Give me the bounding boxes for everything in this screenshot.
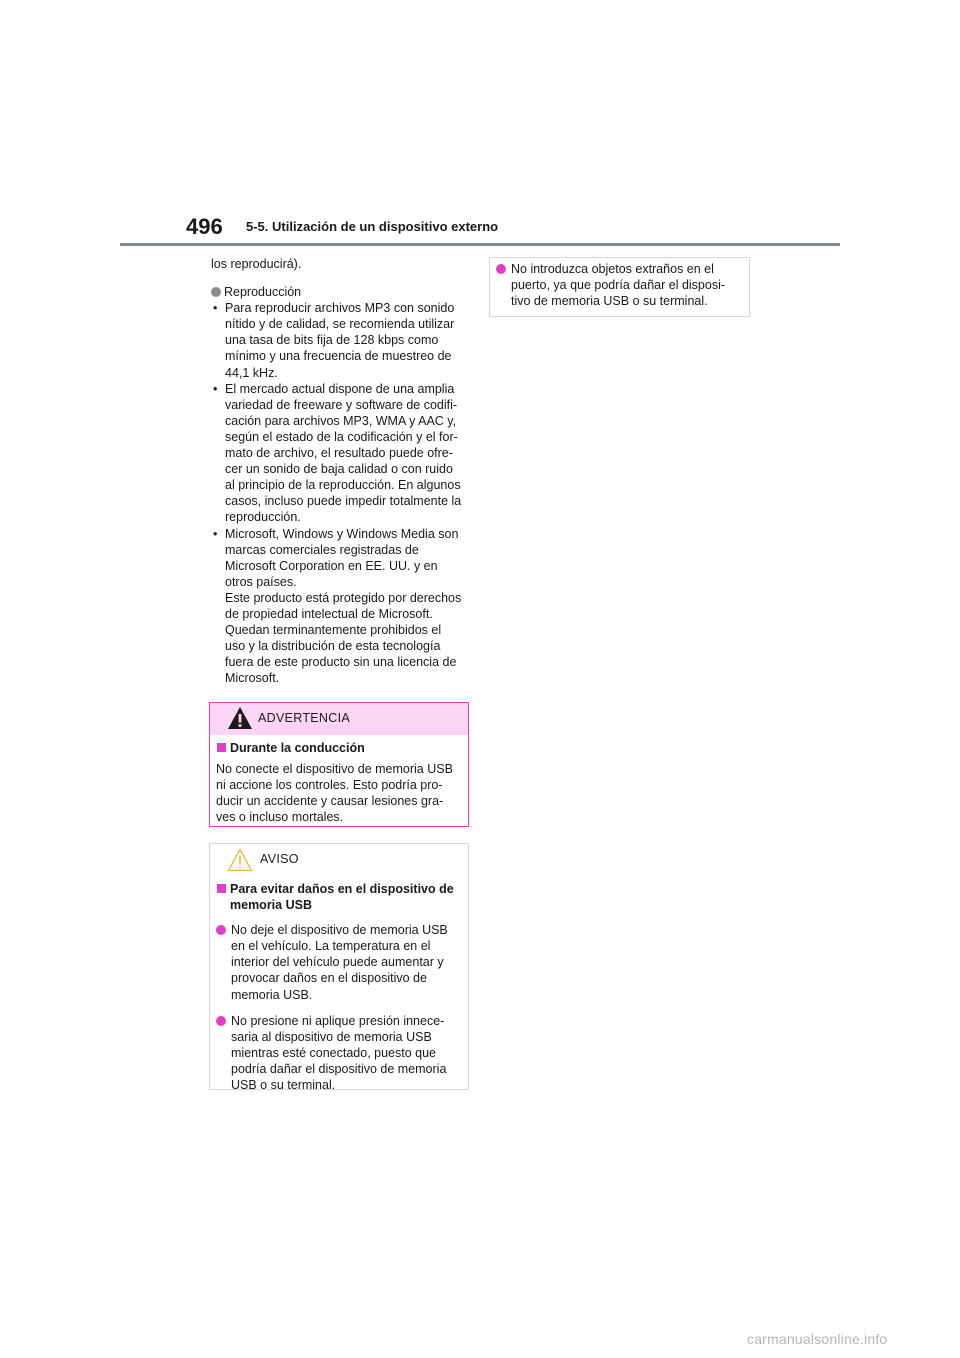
bullet-dot-icon: • bbox=[213, 301, 218, 316]
list-item bbox=[496, 261, 743, 309]
text-line: de propiedad intelectual de Microsoft. bbox=[225, 606, 433, 621]
caution-triangle-outline-icon bbox=[227, 848, 253, 872]
list-item bbox=[211, 381, 469, 526]
text-line: marcas comerciales registradas de bbox=[225, 542, 419, 557]
notice-continuation-box bbox=[489, 257, 750, 317]
text-line: USB o su terminal. bbox=[231, 1078, 336, 1093]
text-line: cación para archivos MP3, WMA y AAC y, bbox=[225, 413, 457, 428]
text-line: uso y la distribución de esta tecnología bbox=[225, 639, 441, 654]
text-line: mientras esté conectado, puesto que bbox=[231, 1045, 436, 1060]
bullet-dot-icon: • bbox=[213, 526, 218, 541]
pink-square-icon bbox=[217, 884, 226, 893]
warning-subheading-label: Durante la conducción bbox=[230, 741, 365, 755]
text-line: saria al dispositivo de memoria USB bbox=[231, 1029, 432, 1044]
list-item bbox=[216, 922, 462, 1002]
text-line: ves o incluso mortales. bbox=[216, 810, 344, 825]
text-line: en el vehículo. La temperatura en el bbox=[231, 939, 431, 954]
text-line: tivo de memoria USB o su terminal. bbox=[511, 294, 708, 309]
text-line: otros países. bbox=[225, 574, 297, 589]
warning-header bbox=[210, 703, 468, 735]
text-line: casos, incluso puede impedir totalmente la bbox=[225, 494, 462, 509]
text-line: ducir un accidente y causar lesiones gra- bbox=[216, 794, 444, 809]
bullet-dot-icon: • bbox=[213, 381, 218, 396]
notice-subheading bbox=[216, 881, 462, 913]
text-line: al principio de la reproducción. En algunos bbox=[225, 478, 461, 493]
text-line: Este producto está protegido por derechos bbox=[225, 590, 462, 605]
text-line: variedad de freeware y software de codifi- bbox=[225, 397, 458, 412]
notice-box bbox=[209, 843, 469, 1093]
notice-header bbox=[210, 844, 468, 876]
notice-title: AVISO bbox=[260, 852, 299, 866]
text-line: reproducción. bbox=[225, 510, 301, 525]
watermark: carmanualsonline.info bbox=[747, 1331, 888, 1347]
warning-box bbox=[209, 702, 469, 827]
text-line: No presione ni aplique presión innece- bbox=[231, 1013, 445, 1028]
header-rule bbox=[120, 243, 840, 246]
text-line: puerto, ya que podría dañar el disposi- bbox=[511, 278, 726, 293]
playback-heading-label: Reproducción bbox=[224, 285, 302, 300]
text-line: El mercado actual dispone de una amplia bbox=[225, 381, 455, 396]
text-line: interior del vehículo puede aumentar y bbox=[231, 955, 444, 970]
text-line: una tasa de bits fija de 128 kbps como bbox=[225, 333, 439, 348]
intro-text: los reproducirá). bbox=[211, 257, 302, 271]
pink-square-icon bbox=[217, 743, 226, 752]
text-line: ni accione los controles. Esto podría pro- bbox=[216, 778, 443, 793]
text-line: Para reproducir archivos MP3 con sonido bbox=[225, 301, 455, 316]
text-line: mato de archivo, el resultado puede ofre- bbox=[225, 446, 453, 461]
text-line: memoria USB. bbox=[231, 987, 313, 1002]
list-item bbox=[211, 300, 469, 380]
pink-bullet-icon bbox=[216, 925, 226, 935]
text-line: Microsoft Corporation en EE. UU. y en bbox=[225, 558, 438, 573]
warning-title: ADVERTENCIA bbox=[258, 711, 350, 725]
warning-body bbox=[216, 761, 462, 825]
text-line: Para evitar daños en el dispositivo de bbox=[230, 882, 454, 896]
grey-bullet-icon bbox=[211, 287, 221, 297]
list-item bbox=[211, 526, 469, 687]
text-line: 44,1 kHz. bbox=[225, 365, 278, 380]
page-number: 496 bbox=[186, 214, 223, 239]
warning-subheading bbox=[216, 740, 462, 756]
text-line: podría dañar el dispositivo de memoria bbox=[231, 1061, 447, 1076]
text-line: No deje el dispositivo de memoria USB bbox=[231, 923, 448, 938]
text-line: memoria USB bbox=[230, 898, 312, 913]
left-column bbox=[211, 256, 469, 686]
pink-bullet-icon bbox=[496, 264, 506, 274]
text-line: mínimo y una frecuencia de muestreo de bbox=[225, 349, 452, 364]
list-item bbox=[216, 1013, 462, 1093]
playback-bullets bbox=[211, 300, 469, 686]
pink-bullet-icon bbox=[216, 1016, 226, 1026]
text-line: fuera de este producto sin una licencia de bbox=[225, 655, 457, 670]
text-line: Microsoft, Windows y Windows Media son bbox=[225, 526, 459, 541]
text-line: cer un sonido de baja calidad o con ruido bbox=[225, 462, 453, 477]
text-line: Microsoft. bbox=[225, 671, 280, 686]
playback-heading bbox=[211, 284, 469, 300]
text-line: No introduzca objetos extraños en el bbox=[511, 262, 714, 276]
text-line: según el estado de la codificación y el for- bbox=[225, 429, 458, 444]
text-line: nítido y de calidad, se recomienda utilizar bbox=[225, 317, 455, 332]
text-line: Quedan terminantemente prohibidos el bbox=[225, 623, 442, 638]
warning-triangle-icon bbox=[227, 706, 253, 730]
text-line: No conecte el dispositivo de memoria USB bbox=[216, 762, 453, 777]
text-line: provocar daños en el dispositivo de bbox=[231, 971, 427, 986]
section-title: 5-5. Utilización de un dispositivo externo bbox=[246, 219, 499, 234]
